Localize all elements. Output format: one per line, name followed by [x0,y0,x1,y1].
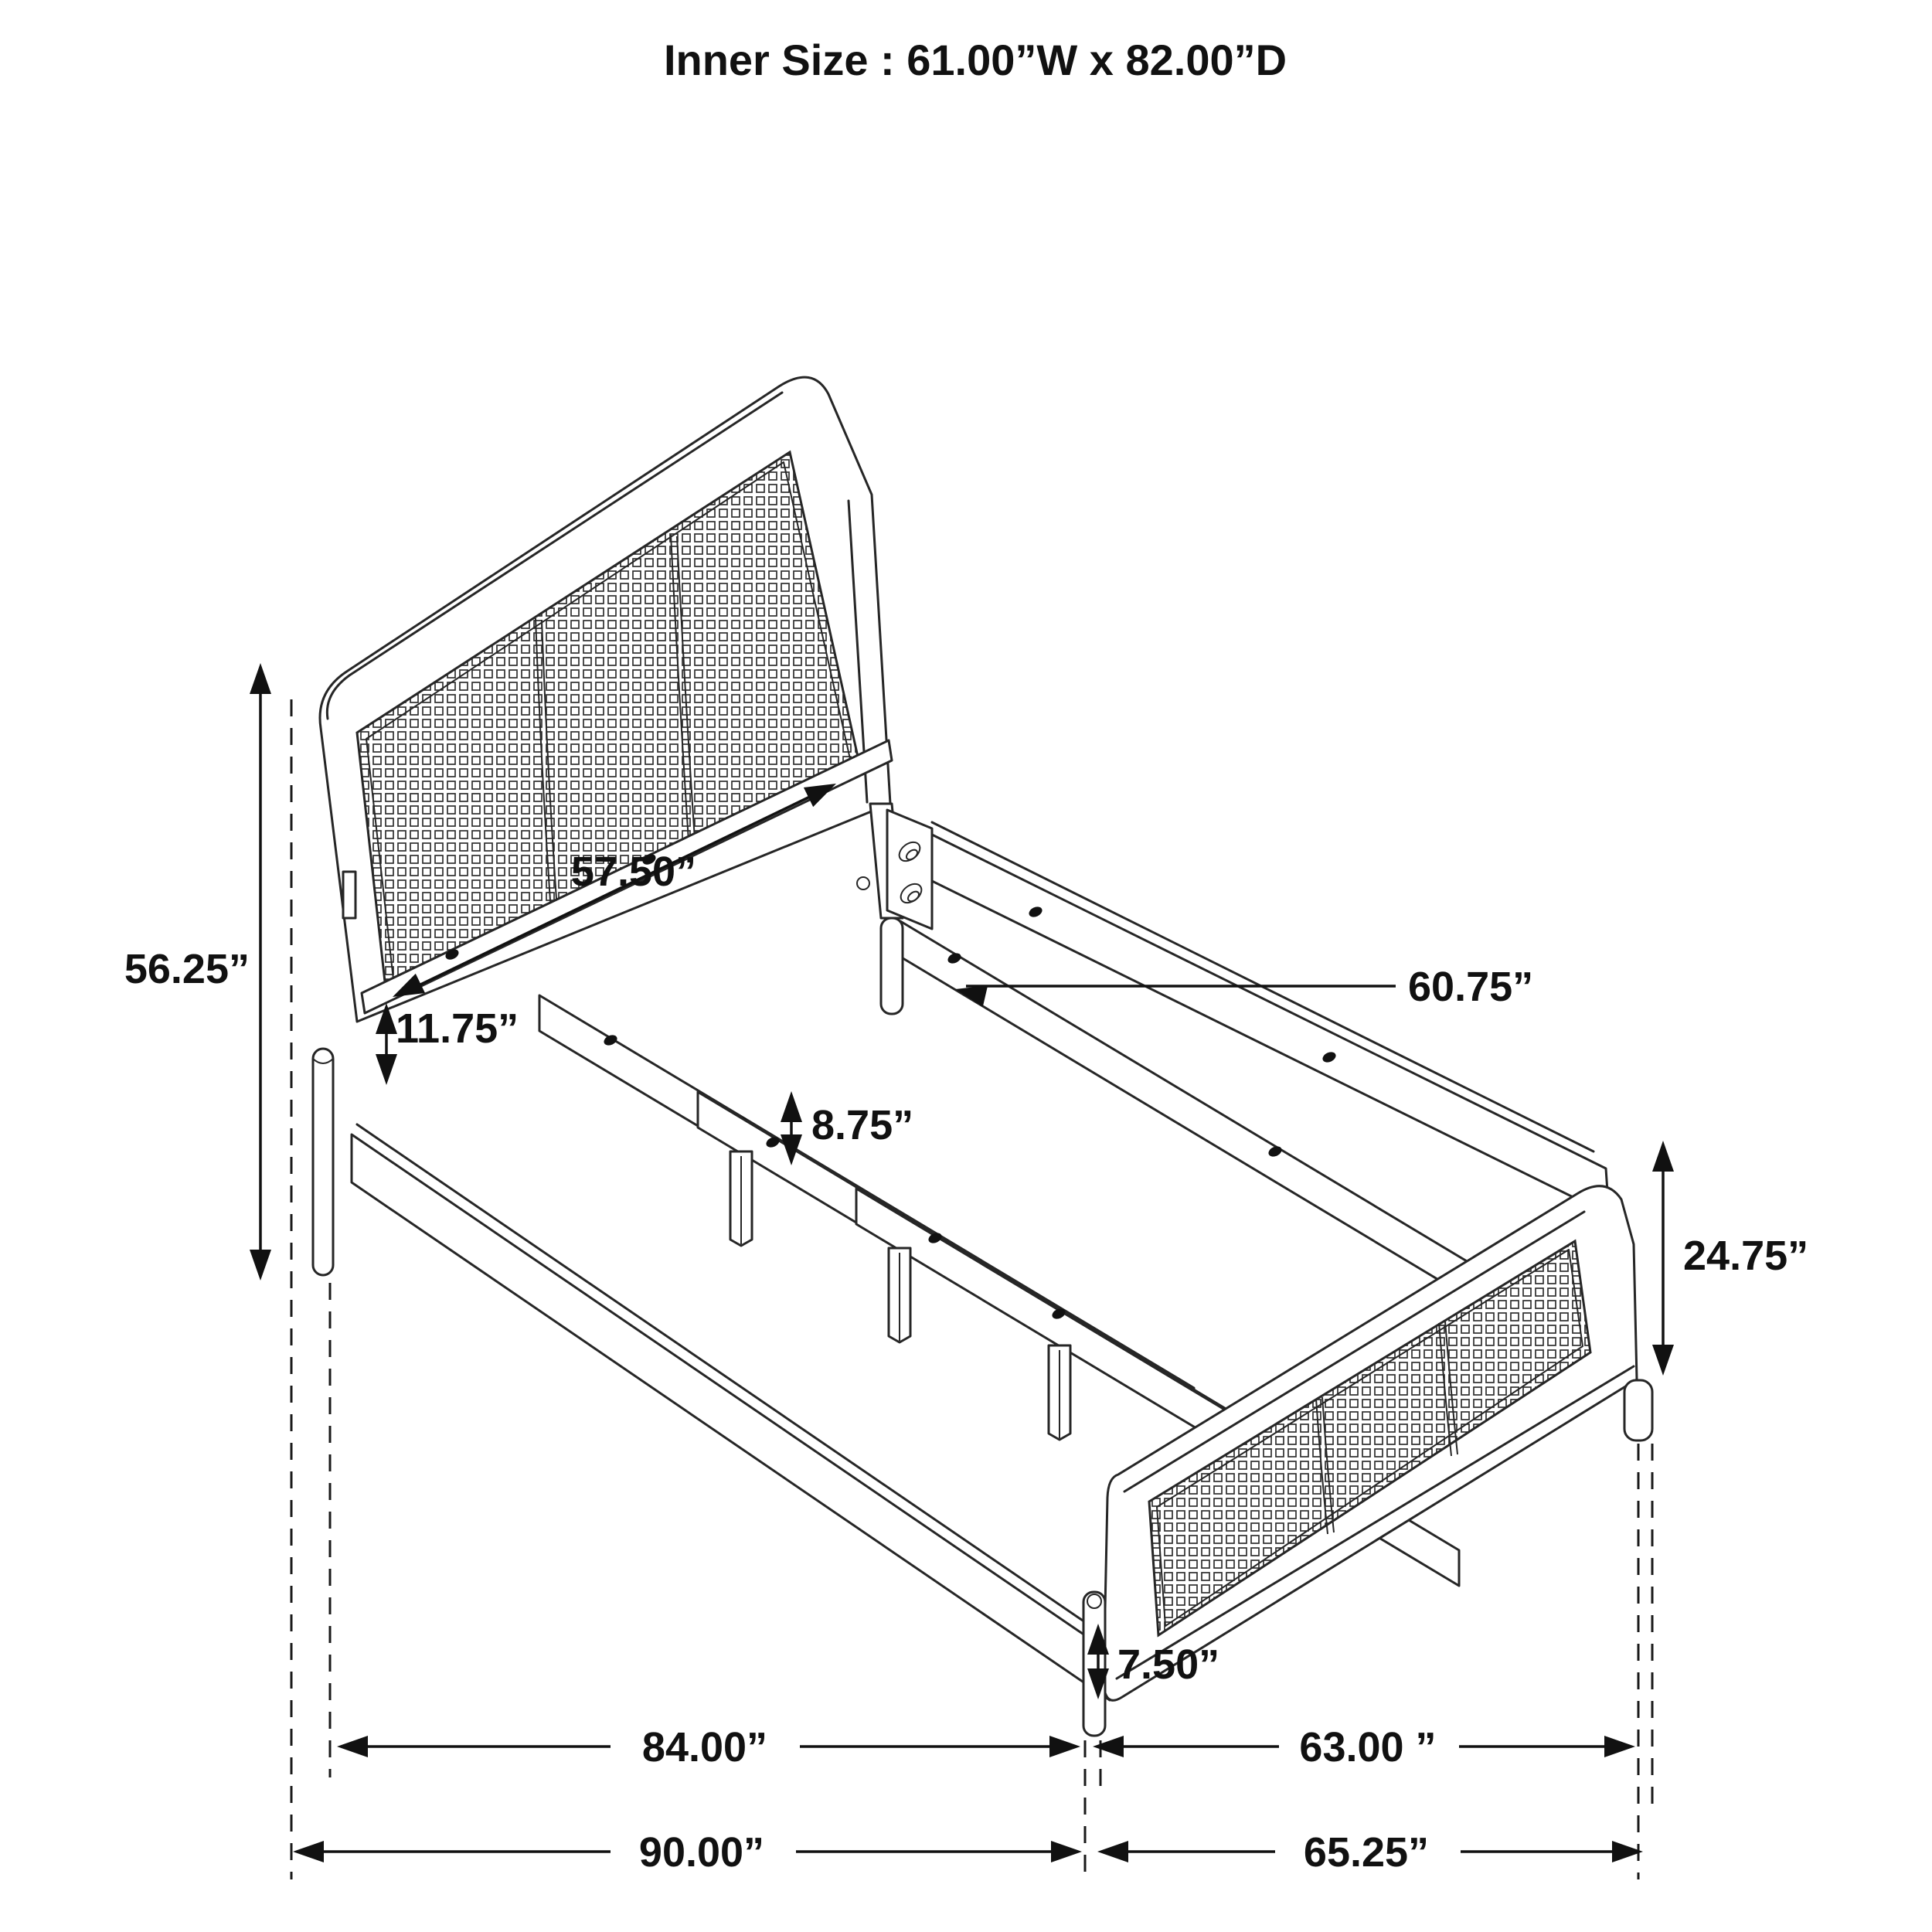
dim-label-90-00: 90.00” [638,1829,765,1876]
footboard-left-leg [1083,1592,1105,1736]
dimension-overall-length [293,1829,1082,1876]
footboard-right-leg [1624,1380,1652,1440]
dim-label-11-75: 11.75” [396,1005,519,1052]
rail-tab [343,872,355,918]
dim-label-63-00: 63.00 ” [1299,1724,1437,1770]
mounting-bracket [870,804,932,1014]
dim-label-8-75: 8.75” [811,1102,914,1148]
headboard [320,377,890,1022]
dimension-panel-gap [376,1003,519,1085]
dimension-frame-width [1093,1724,1635,1770]
dimension-headboard-height [124,663,271,1281]
page-title: Inner Size : 61.00”W x 82.00”D [663,36,1287,84]
dim-label-65-25: 65.25” [1303,1829,1430,1876]
dimension-overall-width [1097,1829,1643,1876]
headboard-right-leg [881,918,903,1014]
dim-label-60-75: 60.75” [1408,964,1534,1010]
dimension-frame-length [337,1724,1080,1770]
dim-label-56-25: 56.25” [124,946,250,992]
dim-label-57-50: 57.50” [570,849,697,895]
dimension-footboard-height [1652,1141,1808,1376]
dim-label-24-75: 24.75” [1683,1233,1809,1279]
dim-label-84-00: 84.00” [641,1724,768,1770]
dim-label-7-50: 7.50” [1117,1641,1220,1688]
